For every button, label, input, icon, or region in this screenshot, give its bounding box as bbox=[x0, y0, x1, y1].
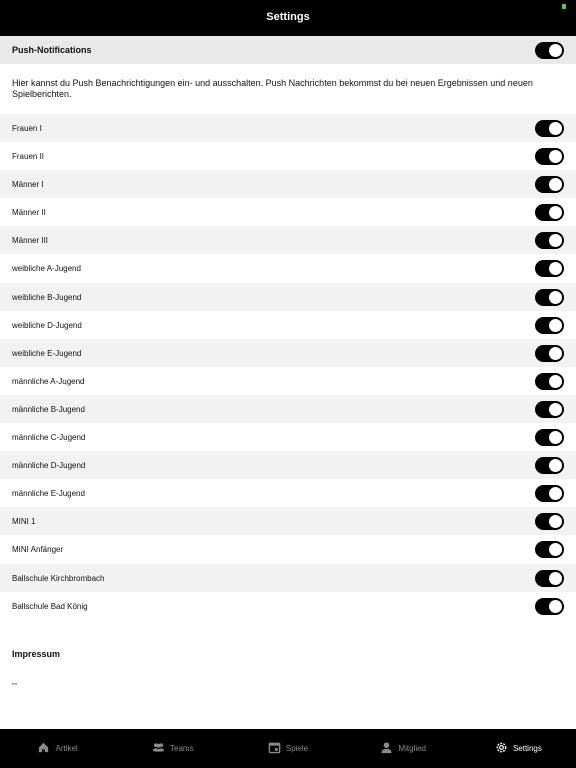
team-row bbox=[0, 254, 576, 282]
impressum-text: "" bbox=[12, 683, 17, 690]
team-toggle[interactable] bbox=[535, 204, 564, 221]
team-toggle[interactable] bbox=[535, 148, 564, 165]
tab-label: Mitglied bbox=[398, 744, 426, 753]
team-row bbox=[0, 564, 576, 592]
toggle-knob bbox=[549, 178, 562, 191]
team-toggle[interactable] bbox=[535, 289, 564, 306]
tab-label: Settings bbox=[512, 744, 542, 753]
battery-icon bbox=[562, 4, 566, 9]
team-row bbox=[0, 395, 576, 423]
push-notifications-label: Push-Notifications bbox=[12, 45, 92, 55]
gear-icon bbox=[495, 741, 508, 756]
tab-artikel[interactable] bbox=[0, 729, 115, 768]
team-label: weibliche D-Jugend bbox=[12, 320, 82, 330]
team-label: Männer III bbox=[12, 236, 49, 246]
calendar-icon bbox=[268, 741, 281, 756]
team-row bbox=[0, 170, 576, 198]
nav-bar bbox=[0, 0, 576, 36]
tab-bar bbox=[0, 729, 576, 768]
team-label: weibliche A-Jugend bbox=[12, 264, 81, 274]
team-label: MINI 1 bbox=[12, 517, 36, 527]
tab-settings[interactable] bbox=[461, 729, 576, 768]
team-label: MINI Anfänger bbox=[12, 545, 64, 555]
team-toggle[interactable] bbox=[535, 120, 564, 137]
team-label: weibliche E-Jugend bbox=[12, 348, 82, 358]
toggle-knob bbox=[549, 319, 562, 332]
toggle-knob bbox=[549, 543, 562, 556]
team-toggle[interactable] bbox=[535, 176, 564, 193]
team-label: Ballschule Bad König bbox=[12, 601, 88, 611]
team-row bbox=[0, 423, 576, 451]
toggle-knob bbox=[549, 291, 562, 304]
team-toggle[interactable] bbox=[535, 373, 564, 390]
team-row bbox=[0, 535, 576, 563]
team-toggle[interactable] bbox=[535, 317, 564, 334]
team-label: weibliche B-Jugend bbox=[12, 292, 82, 302]
team-row bbox=[0, 283, 576, 311]
team-label: Männer II bbox=[12, 208, 46, 218]
page-title: Settings bbox=[266, 11, 310, 23]
team-row bbox=[0, 451, 576, 479]
home-icon bbox=[37, 741, 50, 756]
team-label: Frauen II bbox=[12, 152, 45, 162]
tab-mitglied[interactable] bbox=[346, 729, 461, 768]
team-row bbox=[0, 311, 576, 339]
toggle-knob bbox=[549, 487, 562, 500]
team-row bbox=[0, 142, 576, 170]
toggle-knob bbox=[549, 431, 562, 444]
team-label: männliche D-Jugend bbox=[12, 461, 86, 471]
toggle-knob bbox=[549, 572, 562, 585]
toggle-knob bbox=[549, 459, 562, 472]
toggle-knob bbox=[549, 600, 562, 613]
team-row bbox=[0, 339, 576, 367]
push-notifications-toggle[interactable] bbox=[535, 42, 564, 59]
team-row bbox=[0, 367, 576, 395]
team-toggle[interactable] bbox=[535, 513, 564, 530]
team-row bbox=[0, 198, 576, 226]
toggle-knob bbox=[549, 403, 562, 416]
team-label: männliche C-Jugend bbox=[12, 433, 86, 443]
tab-spiele[interactable] bbox=[230, 729, 345, 768]
team-row bbox=[0, 479, 576, 507]
team-toggle[interactable] bbox=[535, 457, 564, 474]
toggle-knob bbox=[549, 122, 562, 135]
tab-label: Teams bbox=[170, 744, 194, 753]
team-toggle[interactable] bbox=[535, 429, 564, 446]
team-label: Frauen I bbox=[12, 124, 42, 133]
toggle-knob bbox=[549, 150, 562, 163]
team-toggle[interactable] bbox=[535, 232, 564, 249]
team-toggle[interactable] bbox=[535, 485, 564, 502]
push-notifications-header bbox=[0, 36, 576, 64]
group-icon bbox=[152, 741, 165, 756]
person-icon bbox=[380, 741, 393, 756]
team-label: männliche B-Jugend bbox=[12, 404, 85, 414]
team-label: männliche A-Jugend bbox=[12, 376, 85, 386]
team-row bbox=[0, 507, 576, 535]
tab-label: Spiele bbox=[285, 744, 309, 753]
push-description: Hier kannst du Push Benachrichtigungen ein- und ausschalten. Push Nachrichten bekommst du bei neuen Ergebnissen und neuen Spielberichten. bbox=[12, 78, 533, 99]
team-toggle[interactable] bbox=[535, 401, 564, 418]
team-row bbox=[0, 226, 576, 254]
toggle-knob bbox=[549, 347, 562, 360]
team-toggle[interactable] bbox=[535, 345, 564, 362]
team-label: Ballschule Kirchbrombach bbox=[12, 573, 105, 583]
tab-teams[interactable] bbox=[115, 729, 230, 768]
team-toggle[interactable] bbox=[535, 598, 564, 615]
team-row bbox=[0, 592, 576, 620]
tab-label: Artikel bbox=[55, 744, 78, 753]
team-row bbox=[0, 114, 576, 142]
toggle-knob bbox=[549, 44, 562, 57]
impressum-title: Impressum bbox=[12, 649, 61, 659]
team-toggle[interactable] bbox=[535, 541, 564, 558]
team-toggle[interactable] bbox=[535, 570, 564, 587]
team-label: männliche E-Jugend bbox=[12, 489, 85, 499]
team-toggle[interactable] bbox=[535, 260, 564, 277]
toggle-knob bbox=[549, 262, 562, 275]
toggle-knob bbox=[549, 206, 562, 219]
team-list bbox=[0, 114, 576, 620]
toggle-knob bbox=[549, 515, 562, 528]
team-label: Männer I bbox=[12, 180, 44, 190]
toggle-knob bbox=[549, 234, 562, 247]
toggle-knob bbox=[549, 375, 562, 388]
